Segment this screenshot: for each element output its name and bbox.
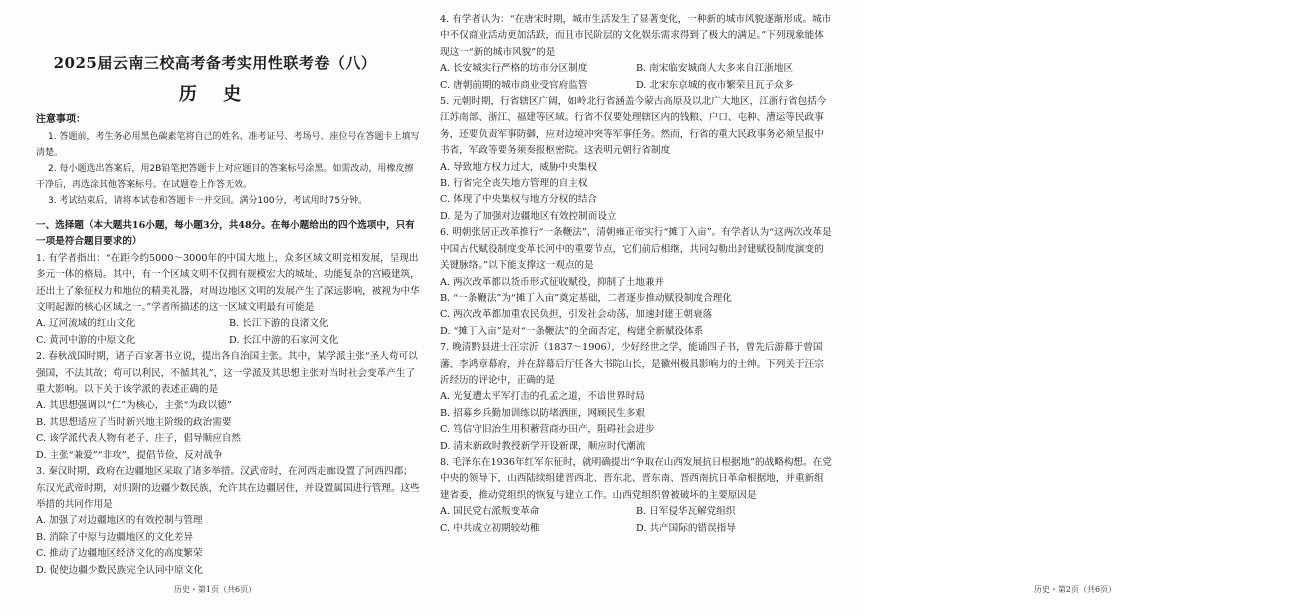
question-options [440,61,832,94]
question-stem: 5. 元朝时期，行省辖区广阔，如岭北行省涵盖今蒙古高原及以北广大地区，江浙行省包括今江苏南部、浙江、福建等区域。行省不仅要处理辖区内的钱粮、户口、屯种、漕运等民政事务，还要负责军事防御，应对边境冲突等军事任务。然而，行省的重大民政事务必须呈报中书省，军政等要务须奏报枢密院。这表明元朝行省制度 [440,96,827,157]
option-c: C. 笃信守旧治生用积蓄营商办田产，阻碍社会进步 [440,424,655,436]
option-b: B. 日军侵华瓦解党组织 [636,506,736,518]
option-d: D. 主张“兼爱”“非攻”，提倡节俭，反对战争 [36,449,223,461]
option-a: A. 加强了对边疆地区的有效控制与管理 [36,515,203,527]
option-a: A. 辽河流域的红山文化 [36,318,136,330]
option-c: C. 推动了边疆地区经济文化的高度繁荣 [36,548,203,560]
question-1 [36,251,422,349]
question-stem: 6. 明朝张居正改革推行“一条鞭法”，清朝雍正帝实行“摊丁入亩”。有学者认为“这两次改革是中国古代赋役制度变革长河中的重要节点，它们前后相继，共同勾勒出封建赋役制度演变的关键脉络。”以下能支撑这一观点的是 [440,227,832,272]
page-footer: 历史・第1页（共6页） [173,585,257,594]
option-a: A. 光复遭太平军打击的孔孟之道，不谙世界时局 [440,391,645,403]
notice-title: 注意事项： [36,114,86,125]
option-b: B. 消除了中原与边疆地区的文化差异 [36,531,194,543]
option-b: B. 南宋临安城商人大多来自江浙地区 [636,63,794,75]
question-2 [36,349,422,464]
question-stem: 2. 春秋战国时期，诸子百家著书立说，提出各自治国主张。其中，某学派主张“圣人苟可以强国，不法其故；苟可以利民，不循其礼”，这一学派及其思想主张对当时社会变革产生了重大影响。以下关于该学派的表述正确的是 [36,351,418,396]
option-d: D. 清末新政时教授新学开设新课，顺应时代潮流 [440,440,646,452]
option-b: B. “一条鞭法”为“摊丁入亩”奠定基础，二者逐步推动赋役制度合理化 [440,292,732,304]
option-a: A. 其思想强调以“仁”为核心，主张“为政以德” [36,400,232,412]
option-d: D. 长江中游的石家河文化 [229,334,339,346]
question-3 [36,464,422,579]
option-c: C. 两次改革都加重农民负担，引发社会动荡，加速封建王朝衰落 [440,309,713,321]
option-d: D. 共产国际的错误指导 [636,522,736,534]
option-c: C. 中共成立初期较幼稚 [440,522,540,534]
question-8 [440,455,832,537]
option-b: B. 行省完全丧失地方管理的自主权 [440,178,588,190]
notice-item: 1. 答题前，考生务必用黑色碳素笔将自己的姓名、准考证号、考场号、座位号在答题卡上填写清楚。 [36,132,420,158]
page-footer: 历史・第2页（共6页） [1033,585,1117,594]
option-d: D. 北宋东京城的夜市繁荣且瓦子众多 [636,79,794,91]
exam-title: 2025届云南三校高考备考实用性联考卷（八） [53,54,377,72]
option-a: A. 国民党右派叛变革命 [440,506,540,518]
question-stem: 1. 有学者指出：“在距今约5000～3000年的中国大地上，众多区域文明竞相发展，呈现出多元一体的格局。其中，有一个区域文明不仅拥有规模宏大的城址、功能复杂的宫殿建筑，还出土了象征权力和地位的精美礼器，对周边地区文明的发展产生了深远影响，被视为中华文明起源的核心区域之一。”学者所描述的这一区域文明最有可能是 [36,252,420,314]
notice-box [36,112,421,209]
notice-item: 2. 每小题选出答案后，用2B铅笔把答题卡上对应题目的答案标号涂黑。如需改动，用橡皮擦干净后，再选涂其他答案标号。在试题卷上作答无效。 [36,164,414,190]
left-questions [36,218,422,579]
question-options [440,504,832,537]
option-c: C. 该学派代表人物有老子、庄子，倡导顺应自然 [36,433,241,445]
page-2 [430,0,1117,615]
right-questions [440,12,832,537]
option-a: A. 长安城实行严格的坊市分区制度 [440,63,588,75]
option-b: B. 招募乡兵勤加训练以防堵洒匪，网顾民生多艰 [440,407,646,419]
option-c: C. 黄河中游的中原文化 [36,334,136,346]
exam-subject: 历 史 [178,84,252,105]
question-5 [440,94,832,225]
question-stem: 4. 有学者认为：“在唐宋时期，城市生活发生了显著变化，一种新的城市风貌逐渐形成。城市中不仅商业活动更加活跃，而且市民阶层的文化娱乐需求得到了极大的满足。”下列现象能体现这一“新的城市风貌”的是 [440,14,832,58]
option-b: B. 其思想适应了当时新兴地主阶级的政治需要 [36,416,232,428]
question-stem: 8. 毛泽东在1936年红军东征时，就明确提出“争取在山西发展抗日根据地”的战略构想。在党中央的领导下，山西陆续组建晋西北、晋东北、晋东南、晋西南抗日革命根据地，并重新组建省委，推动党组织的恢复与建立工作。山西党组织曾被破坏的主要原因是 [440,456,832,501]
option-d: D. “摊丁入亩”是对“一条鞭法”的全面否定，构建全新赋役体系 [440,325,704,337]
question-7 [440,340,832,455]
option-d: D. 是为了加强对边疆地区有效控制而设立 [440,210,617,222]
option-a: A. 两次改革都以货币形式征收赋役，抑制了土地兼并 [440,276,665,288]
question-4 [440,12,832,94]
option-b: B. 长江下游的良渚文化 [229,318,329,330]
notice-item: 3. 考试结束后，请将本试卷和答题卡一并交回。满分100分，考试用时75分钟。 [48,196,368,206]
page-1 [0,0,430,615]
option-a: A. 导致地方权力过大，威胁中央集权 [440,161,597,173]
option-c: C. 唐朝前期的城市商业受官府监管 [440,79,588,91]
option-d: D. 促使边疆少数民族完全认同中原文化 [36,564,203,576]
section-heading: 一、选择题（本大题共16小题，每小题3分，共48分。在每小题给出的四个选项中，只有一项是符合题目要求的） [36,220,415,248]
question-stem: 3. 秦汉时期，政府在边疆地区采取了诸多举措。汉武帝时，在河西走廊设置了河西四郡；东汉光武帝时期，对归附的边疆少数民族，允许其在边疆居住，并设置属国进行管理。这些举措的共同作用是 [36,466,420,510]
question-options [36,316,422,349]
question-6 [440,225,832,340]
option-c: C. 体现了中央集权与地方分权的结合 [440,194,598,206]
question-stem: 7. 晚清黔县进士汪宗沂（1837～1906），少好经世之学，能诵四子书，曾先后游幕于曾国藩、李鸿章幕府，并在辞幕后厅任各大书院山长，是徽州极具影响力的士绅。下列关于汪宗沂经历的评论中，正确的是 [440,342,824,386]
